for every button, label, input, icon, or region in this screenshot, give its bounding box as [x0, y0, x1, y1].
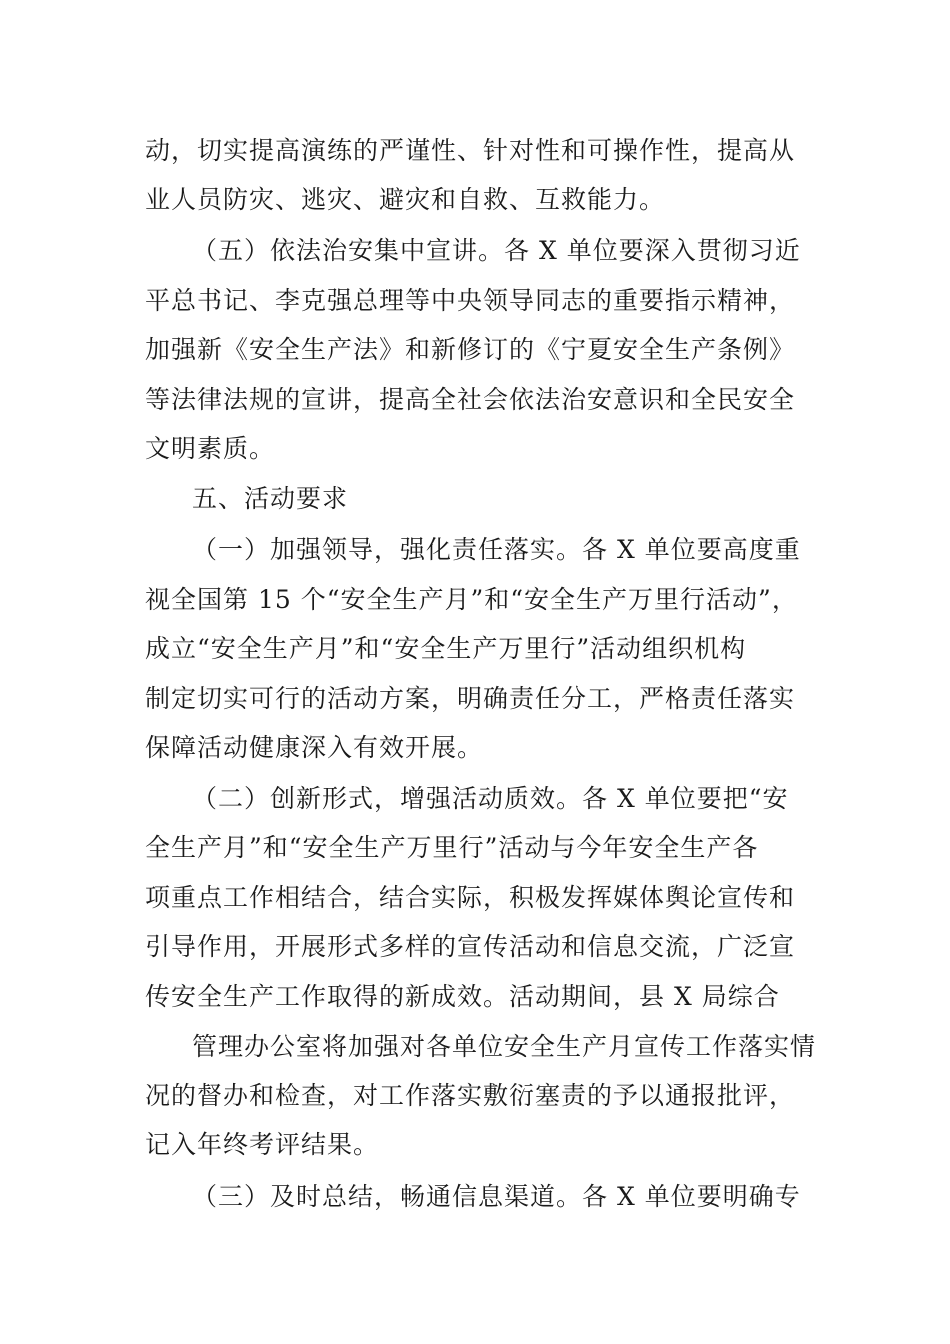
text-line: 保障活动健康深入有效开展。 [145, 733, 484, 762]
text-line: 项重点工作相结合，结合实际，积极发挥媒体舆论宣传和 [145, 883, 796, 912]
text-line: 成立“安全生产月”和“安全生产万里行”活动组织机构 [145, 634, 747, 663]
text-line: （三）及时总结，畅通信息渠道。各 X 单位要明确专 [192, 1182, 801, 1211]
text-line: 况的督办和检查，对工作落实敷衍塞责的予以通报批评， [145, 1081, 796, 1110]
text-line: 动，切实提高演练的严谨性、针对性和可操作性，提高从 [145, 136, 796, 165]
text-line: 加强新《安全生产法》和新修订的《宁夏安全生产条例》 [145, 335, 796, 364]
text-line: 管理办公室将加强对各单位安全生产月宣传工作落实情 [192, 1032, 817, 1061]
text-line: 等法律法规的宣讲，提高全社会依法治安意识和全民安全 [145, 385, 796, 414]
text-line: 记入年终考评结果。 [145, 1130, 380, 1159]
text-line: （二）创新形式，增强活动质效。各 X 单位要把“安 [192, 784, 789, 813]
text-line: 平总书记、李克强总理等中央领导同志的重要指示精神， [145, 286, 796, 315]
text-line: 文明素质。 [145, 434, 276, 463]
text-line: 引导作用，开展形式多样的宣传活动和信息交流，广泛宣 [145, 932, 796, 961]
section-heading: 五、活动要求 [192, 484, 349, 513]
text-line: 业人员防灾、逃灾、避灾和自救、互救能力。 [145, 185, 666, 214]
text-line: 制定切实可行的活动方案，明确责任分工，严格责任落实 [145, 684, 796, 713]
text-line: （五）依法治安集中宣讲。各 X 单位要深入贯彻习近 [192, 236, 801, 265]
text-line: 传安全生产工作取得的新成效。活动期间，县 X 局综合 [145, 982, 780, 1011]
text-line: 视全国第 15 个“安全生产月”和“安全生产万里行活动”， [145, 585, 798, 614]
text-line: （一）加强领导，强化责任落实。各 X 单位要高度重 [192, 535, 801, 564]
text-line: 全生产月”和“安全生产万里行”活动与今年安全生产各 [145, 833, 759, 862]
